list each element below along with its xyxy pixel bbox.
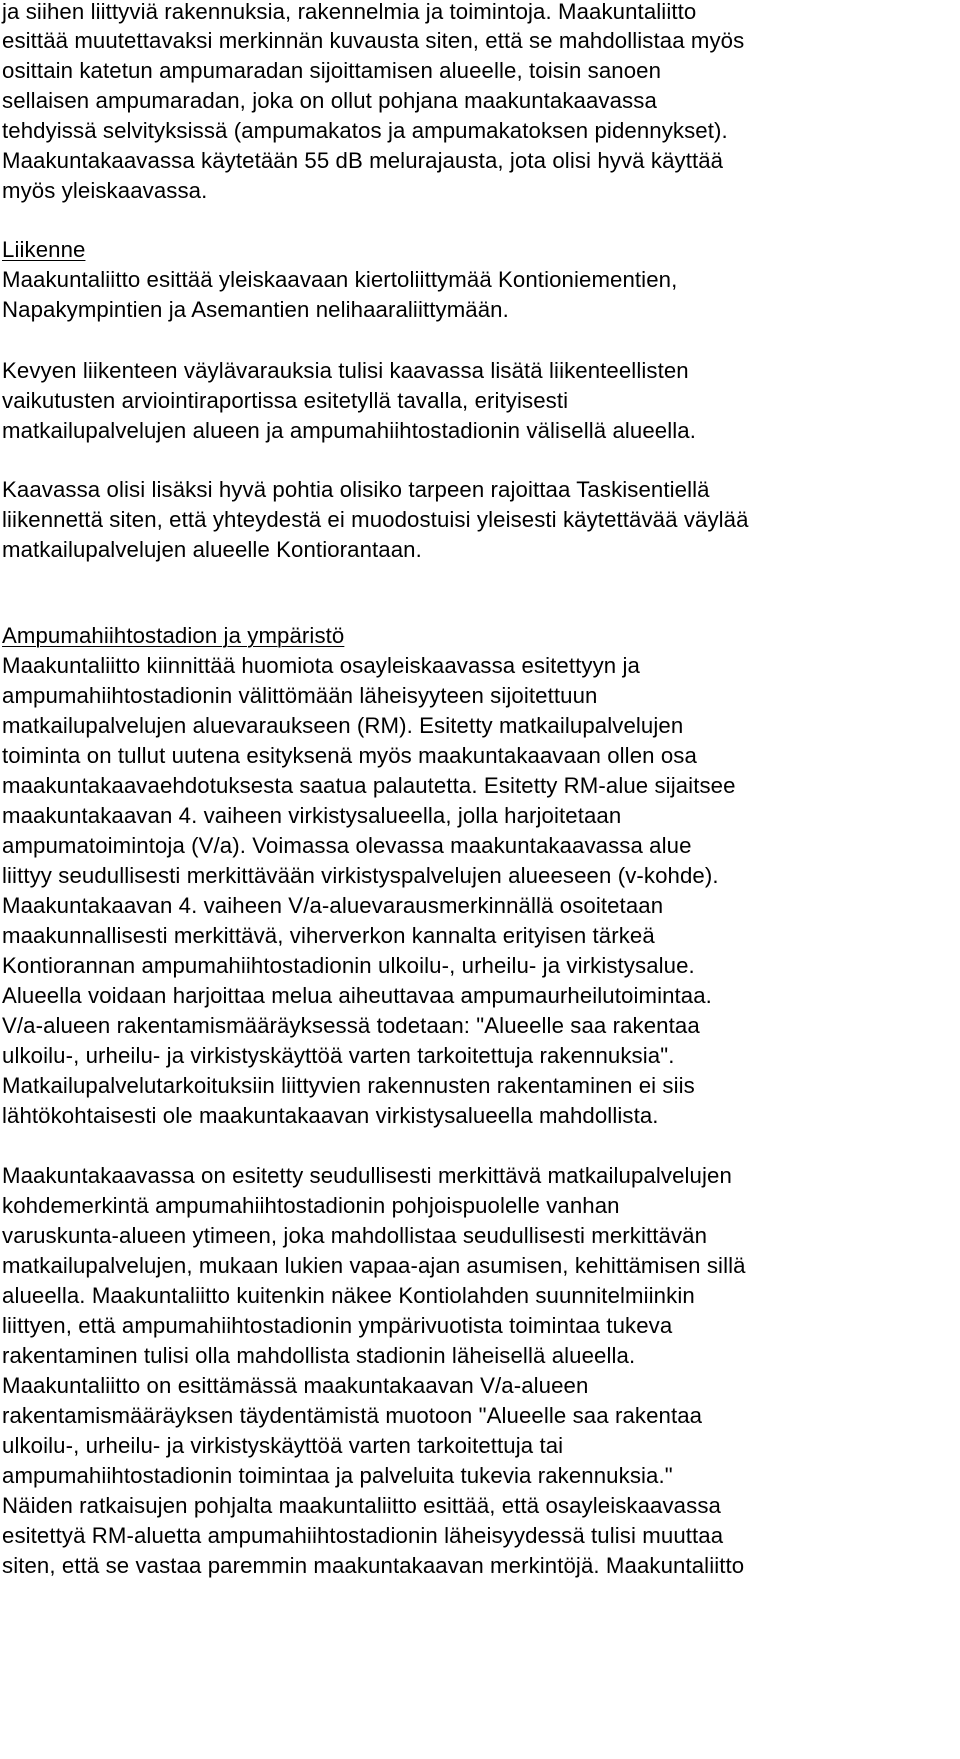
text-line: sellaisen ampumaradan, joka on ollut pohjana maakuntakaavassa xyxy=(2,88,657,113)
text-line: rakentaminen tulisi olla mahdollista stadionin läheisellä alueella. xyxy=(2,1343,636,1368)
text-line: liikennettä siten, että yhteydestä ei muodostuisi yleisesti käytettävää väylää xyxy=(2,507,749,532)
text-line: Napakympintien ja Asemantien nelihaaraliittymään. xyxy=(2,297,509,322)
text-line: Maakuntaliitto esittää yleiskaavaan kiertoliittymää Kontioniementien, xyxy=(2,267,678,292)
section-heading-liikenne: Liikenne xyxy=(2,237,86,262)
text-line: alueella. Maakuntaliitto kuitenkin näkee Kontiolahden suunnitelmiinkin xyxy=(2,1283,695,1308)
text-line: Maakuntakaavassa on esitetty seudullisesti merkittävä matkailupalvelujen xyxy=(2,1163,732,1188)
text-line: Kaavassa olisi lisäksi hyvä pohtia olisiko tarpeen rajoittaa Taskisentiellä xyxy=(2,477,710,502)
text-line: rakentamismääräyksen täydentämistä muotoon "Alueelle saa rakentaa xyxy=(2,1403,703,1428)
text-line: ampumatoimintoja (V/a). Voimassa olevassa maakuntakaavassa alue xyxy=(2,833,692,858)
section-heading-ampumahiihtostadion: Ampumahiihtostadion ja ympäristö xyxy=(2,623,345,648)
text-line: liittyen, että ampumahiihtostadionin ympärivuotista toimintaa tukeva xyxy=(2,1313,673,1338)
text-line: matkailupalvelujen, mukaan lukien vapaa-ajan asumisen, kehittämisen sillä xyxy=(2,1253,746,1278)
text-line: maakunnallisesti merkittävä, viherverkon kannalta erityisen tärkeä xyxy=(2,923,655,948)
text-line: vaikutusten arviointiraportissa esitetyllä tavalla, erityisesti xyxy=(2,388,569,413)
text-line: maakuntakaavan 4. vaiheen virkistysalueella, jolla harjoitetaan xyxy=(2,803,622,828)
text-line: Maakuntaliitto on esittämässä maakuntakaavan V/a-alueen xyxy=(2,1373,589,1398)
text-line: toiminta on tullut uutena esityksenä myös maakuntakaavaan ollen osa xyxy=(2,743,697,768)
text-line: Maakuntakaavan 4. vaiheen V/a-aluevarausmerkinnällä osoitetaan xyxy=(2,893,664,918)
text-line: matkailupalvelujen alueen ja ampumahiihtostadionin välisellä alueella. xyxy=(2,418,697,443)
text-line: Matkailupalvelutarkoituksiin liittyvien rakennusten rakentaminen ei siis xyxy=(2,1073,695,1098)
text-line: ulkoilu-, urheilu- ja virkistyskäyttöä varten tarkoitettuja tai xyxy=(2,1433,564,1458)
text-line: ampumahiihtostadionin välittömään läheisyyteen sijoitettuun xyxy=(2,683,598,708)
text-line: matkailupalvelujen aluevaraukseen (RM). Esitetty matkailupalvelujen xyxy=(2,713,684,738)
text-line: ampumahiihtostadionin toimintaa ja palveluita tukevia rakennuksia." xyxy=(2,1463,673,1488)
text-line: esitettyä RM-aluetta ampumahiihtostadionin läheisyydessä tulisi muuttaa xyxy=(2,1523,724,1548)
text-line: tehdyissä selvityksissä (ampumakatos ja ampumakatoksen pidennykset). xyxy=(2,118,728,143)
text-line: V/a-alueen rakentamismääräyksessä todetaan: "Alueelle saa rakentaa xyxy=(2,1013,700,1038)
text-line: osittain katetun ampumaradan sijoittamisen alueelle, toisin sanoen xyxy=(2,58,662,83)
text-line: myös yleiskaavassa. xyxy=(2,178,208,203)
text-line: Kevyen liikenteen väylävarauksia tulisi kaavassa lisätä liikenteellisten xyxy=(2,358,689,383)
text-line: kohdemerkintä ampumahiihtostadionin pohjoispuolelle vanhan xyxy=(2,1193,620,1218)
text-line: siten, että se vastaa paremmin maakuntakaavan merkintöjä. Maakuntaliitto xyxy=(2,1553,745,1578)
text-line: ulkoilu-, urheilu- ja virkistyskäyttöä varten tarkoitettuja rakennuksia". xyxy=(2,1043,675,1068)
text-line: matkailupalvelujen alueelle Kontiorantaan. xyxy=(2,537,422,562)
text-line: Kontiorannan ampumahiihtostadionin ulkoilu-, urheilu- ja virkistysalue. xyxy=(2,953,695,978)
text-line: ja siihen liittyviä rakennuksia, rakennelmia ja toimintoja. Maakuntaliitto xyxy=(2,0,697,24)
text-line: Alueella voidaan harjoittaa melua aiheuttavaa ampumaurheilutoimintaa. xyxy=(2,983,712,1008)
text-line: Maakuntakaavassa käytetään 55 dB melurajausta, jota olisi hyvä käyttää xyxy=(2,148,724,173)
text-line: varuskunta-alueen ytimeen, joka mahdollistaa seudullisesti merkittävän xyxy=(2,1223,708,1248)
text-line: esittää muutettavaksi merkinnän kuvausta siten, että se mahdollistaa myös xyxy=(2,28,745,53)
text-line: liittyy seudullisesti merkittävään virkistyspalvelujen alueeseen (v-kohde). xyxy=(2,863,719,888)
text-line: Näiden ratkaisujen pohjalta maakuntaliitto esittää, että osayleiskaavassa xyxy=(2,1493,721,1518)
text-line: maakuntakaavaehdotuksesta saatua palautetta. Esitetty RM-alue sijaitsee xyxy=(2,773,736,798)
text-line: Maakuntaliitto kiinnittää huomiota osayleiskaavassa esitettyyn ja xyxy=(2,653,640,678)
text-line: lähtökohtaisesti ole maakuntakaavan virkistysalueella mahdollista. xyxy=(2,1103,659,1128)
